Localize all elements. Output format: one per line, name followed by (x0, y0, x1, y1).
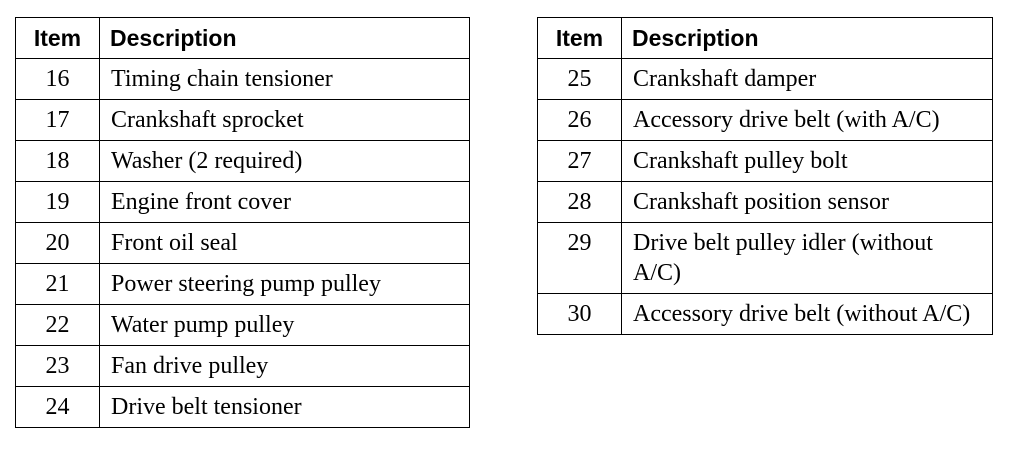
item-number: 29 (538, 223, 622, 294)
item-description: Water pump pulley (100, 305, 470, 346)
item-description: Washer (2 required) (100, 141, 470, 182)
item-number: 21 (16, 264, 100, 305)
description-column-header: Description (100, 18, 470, 59)
item-number: 28 (538, 182, 622, 223)
item-description: Fan drive pulley (100, 346, 470, 387)
table-row (16, 141, 470, 182)
table-row (538, 294, 993, 335)
table-row (538, 100, 993, 141)
item-number: 16 (16, 59, 100, 100)
item-description: Drive belt tensioner (100, 387, 470, 428)
item-description: Crankshaft position sensor (622, 182, 993, 223)
table-header-row (538, 18, 993, 59)
item-description: Timing chain tensioner (100, 59, 470, 100)
table-row (16, 387, 470, 428)
parts-table-right (537, 17, 993, 335)
table-row (16, 346, 470, 387)
item-description: Crankshaft pulley bolt (622, 141, 993, 182)
item-number: 25 (538, 59, 622, 100)
item-description: Power steering pump pulley (100, 264, 470, 305)
item-description: Crankshaft damper (622, 59, 993, 100)
item-description: Accessory drive belt (with A/C) (622, 100, 993, 141)
item-column-header: Item (538, 18, 622, 59)
item-number: 22 (16, 305, 100, 346)
item-number: 20 (16, 223, 100, 264)
parts-table-left (15, 17, 470, 428)
item-description: Accessory drive belt (without A/C) (622, 294, 993, 335)
item-number: 24 (16, 387, 100, 428)
item-number: 17 (16, 100, 100, 141)
description-column-header: Description (622, 18, 993, 59)
item-number: 18 (16, 141, 100, 182)
item-column-header: Item (16, 18, 100, 59)
item-description: Engine front cover (100, 182, 470, 223)
item-description: Drive belt pulley idler (without A/C) (622, 223, 993, 294)
table-row (538, 223, 993, 294)
table-row (538, 141, 993, 182)
table-row (16, 264, 470, 305)
table-row (16, 182, 470, 223)
table-row (16, 223, 470, 264)
item-number: 27 (538, 141, 622, 182)
table-row (538, 59, 993, 100)
item-description: Crankshaft sprocket (100, 100, 470, 141)
table-row (16, 305, 470, 346)
table-row (16, 100, 470, 141)
table-row (16, 59, 470, 100)
item-description: Front oil seal (100, 223, 470, 264)
item-number: 30 (538, 294, 622, 335)
item-number: 23 (16, 346, 100, 387)
table-row (538, 182, 993, 223)
item-number: 26 (538, 100, 622, 141)
item-number: 19 (16, 182, 100, 223)
table-header-row (16, 18, 470, 59)
